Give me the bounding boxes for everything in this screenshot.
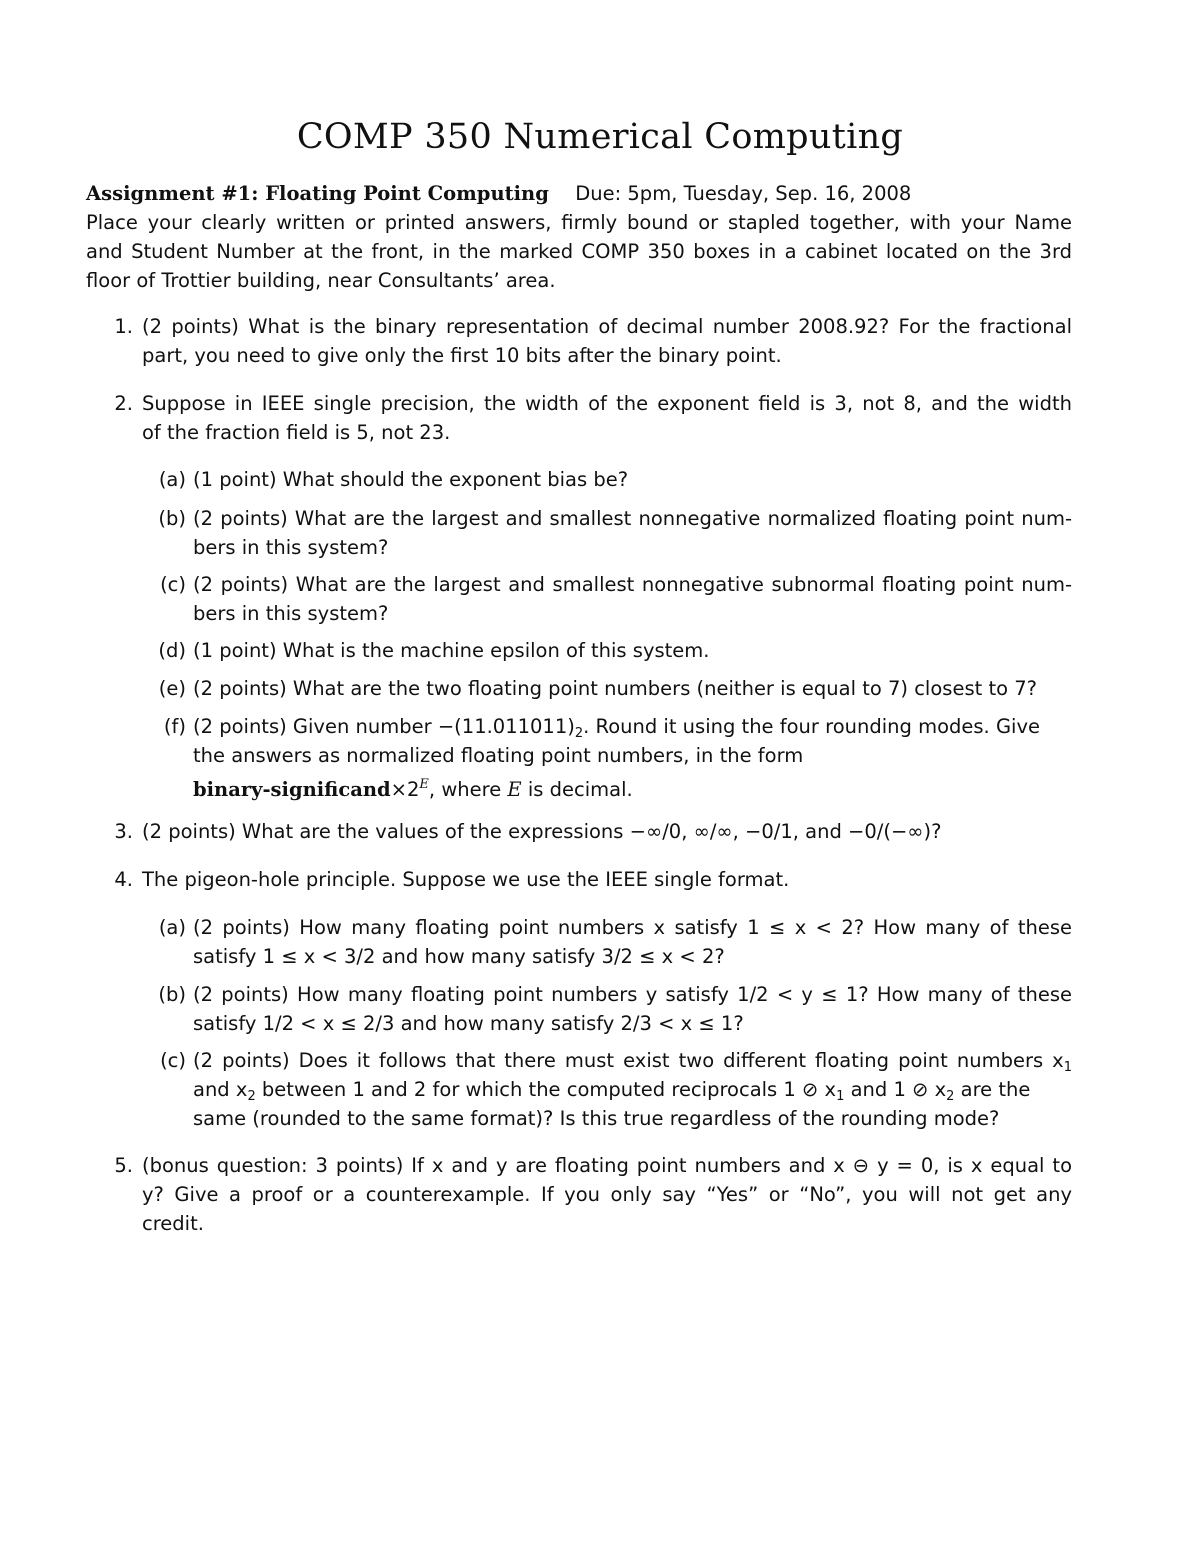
question-2e-label: (e) [158,677,186,700]
question-2c-label: (c) [160,573,186,596]
question-3-number: 3. [114,820,133,843]
question-2d-text: (1 point) What is the machine epsilon of this system. [193,639,710,662]
significand-term: binary-significand [193,778,391,801]
question-2f-line-3 [193,771,633,804]
question-1-line-2: part, you need to give only the first 10 bits after the binary point. [142,344,782,367]
question-4a-label: (a) [158,916,186,939]
question-2f-text-a: (2 points) Given number −(11.011011) [193,715,575,738]
question-2f-line-2: the answers as normalized floating point numbers, in the form [193,744,804,767]
question-2c-line-1: (2 points) What are the largest and smallest nonnegative subnormal floating point num- [193,573,1072,596]
question-2-line-1: Suppose in IEEE single precision, the width of the exponent field is 3, not 8, and the width [142,392,1072,415]
question-2f-text-c: , where [428,778,508,801]
question-2f-subscript: 2 [574,726,584,741]
question-4b-label: (b) [158,983,186,1006]
due-date: Due: 5pm, Tuesday, Sep. 16, 2008 [575,182,912,205]
intro-line-1: Place your clearly written or printed answers, firmly bound or stapled together, with your Name [86,211,1072,234]
question-4a-line-1: (2 points) How many floating point numbers x satisfy 1 ≤ x < 2? How many of these [193,916,1072,939]
exponent-variable: E [507,778,522,801]
question-4c-text-a: (2 points) Does it follows that there must exist two different floating point numbers x [193,1049,1064,1072]
question-5-line-3: credit. [142,1212,204,1235]
question-4b-line-2: satisfy 1/2 < x ≤ 2/3 and how many satisfy 2/3 < x ≤ 1? [193,1012,744,1035]
times-two: ×2 [390,778,420,801]
question-2a-text: (1 point) What should the exponent bias be? [193,468,629,491]
question-2b-line-1: (2 points) What are the largest and smallest nonnegative normalized floating point num- [193,507,1072,530]
question-2b-line-2: bers in this system? [193,536,389,559]
question-2c-line-2: bers in this system? [193,602,389,625]
question-1-number: 1. [114,315,133,338]
question-5-line-2: y? Give a proof or a counterexample. If you only say “Yes” or “No”, you will not get any [142,1183,1072,1206]
question-2f-text-d: is decimal. [521,778,633,801]
question-2b-label: (b) [158,507,186,530]
page-title: COMP 350 Numerical Computing [296,117,904,157]
question-2d-label: (d) [158,639,186,662]
question-4-text: The pigeon-hole principle. Suppose we use the IEEE single format. [142,868,790,891]
question-2e-text: (2 points) What are the two floating point numbers (neither is equal to 7) closest to 7? [193,677,1037,700]
question-4c-subscript-3: 1 [836,1089,845,1104]
question-3-text: (2 points) What are the values of the expressions −∞/0, ∞/∞, −0/1, and −0/(−∞)? [142,820,942,843]
question-4c-text-c: between 1 and 2 for which the computed reciprocals 1 ⊘ x [255,1078,837,1101]
question-4c-label: (c) [160,1049,186,1072]
assignment-header [86,180,911,208]
question-4b-line-1: (2 points) How many floating point numbers y satisfy 1/2 < y ≤ 1? How many of these [193,983,1072,1006]
question-1-line-1: (2 points) What is the binary representation of decimal number 2008.92? For the fractional [142,315,1072,338]
exponent-superscript: E [419,777,429,792]
question-4c-subscript-2: 2 [247,1089,256,1104]
question-2-number: 2. [114,392,133,415]
question-2f-label: (f) [163,715,186,738]
question-4c-subscript-1: 1 [1063,1060,1072,1075]
question-4c-text-d: and 1 ⊘ x [844,1078,947,1101]
question-4a-line-2: satisfy 1 ≤ x < 3/2 and how many satisfy 3/2 ≤ x < 2? [193,945,725,968]
question-4c-subscript-4: 2 [946,1089,955,1104]
question-4c-line-3: same (rounded to the same format)? Is this true regardless of the rounding mode? [193,1107,1000,1130]
assignment-heading: Assignment #1: Floating Point Computing [86,182,549,205]
question-5-number: 5. [114,1154,133,1177]
question-5-line-1: (bonus question: 3 points) If x and y are floating point numbers and x ⊖ y = 0, is x equal to [142,1154,1072,1177]
question-2a-label: (a) [158,468,186,491]
intro-line-3: floor of Trottier building, near Consultants’ area. [86,269,556,292]
question-4c-text-e: are the [954,1078,1031,1101]
question-4c-text-b: and x [193,1078,248,1101]
question-2-line-2: of the fraction field is 5, not 23. [142,421,451,444]
question-2f-text-b: . Round it using the four rounding modes. Give [583,715,1041,738]
intro-line-2: and Student Number at the front, in the marked COMP 350 boxes in a cabinet located on the 3rd [86,240,1072,263]
question-4-number: 4. [114,868,133,891]
